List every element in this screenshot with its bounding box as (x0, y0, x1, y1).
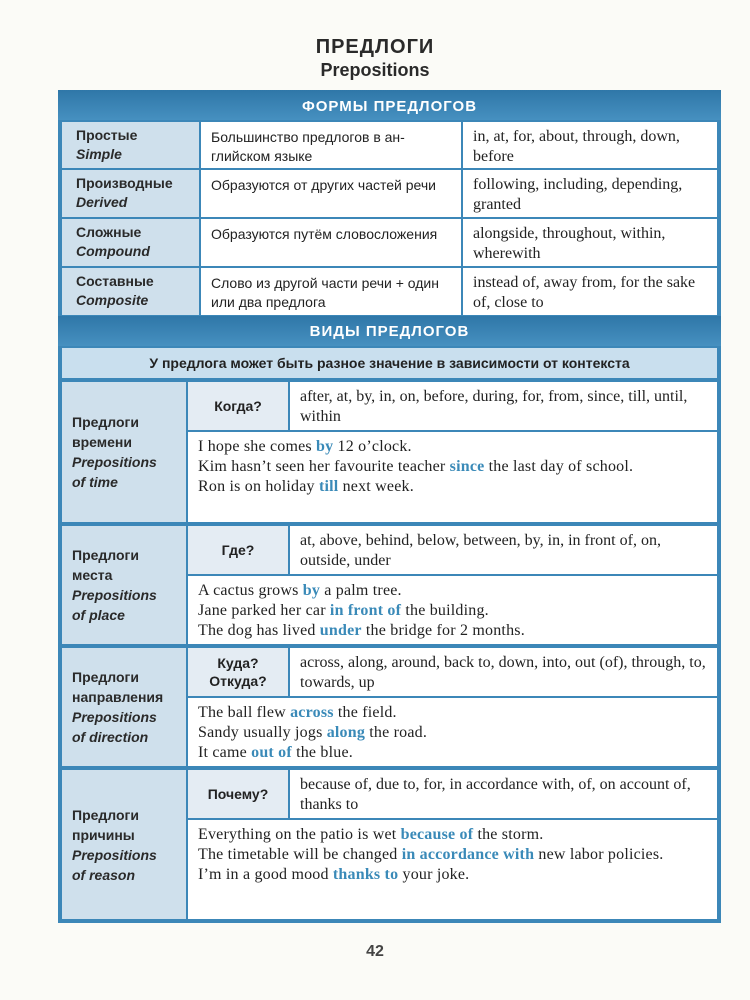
type-question: Куда? Откуда? (188, 648, 288, 696)
type-examples (188, 576, 717, 644)
example-line: Kim hasn’t seen her favourite teacher since the last day of school. (198, 458, 634, 475)
example-line: Sandy usually jogs along the road. (198, 724, 428, 741)
type-question: Где? (188, 526, 288, 574)
type-label: Предлоги причины Prepositions of reason (62, 770, 186, 919)
form-desc: Образуются от других частей речи (201, 170, 461, 217)
type-list: at, above, behind, below, between, by, in, in front of, on, outside, under (290, 526, 717, 574)
types-header: ВИДЫ ПРЕДЛОГОВ (58, 316, 721, 346)
page-number: 42 (366, 943, 384, 960)
prepositions-table (58, 90, 721, 923)
form-desc: Большинство предлогов в английском языке (201, 122, 461, 168)
type-question: Когда? (188, 382, 288, 430)
type-label: Предлоги места Prepositions of place (62, 526, 186, 644)
form-examples: in, at, for, about, through, down, before (463, 122, 717, 168)
example-line: Jane parked her car in front of the building. (198, 602, 489, 619)
type-label: Предлоги направления Prepositions of direction (62, 648, 186, 766)
page-subtitle: Prepositions (320, 60, 430, 80)
type-examples (188, 820, 717, 919)
example-line: It came out of the blue. (198, 744, 353, 761)
page-title: ПРЕДЛОГИ (315, 36, 435, 58)
types-note: У предлога может быть разное значение в зависимости от контекста (62, 348, 717, 378)
example-line: Everything on the patio is wet because of the storm. (198, 826, 544, 843)
example-line: I hope she comes by 12 o’clock. (198, 438, 412, 455)
form-examples: following, including, depending, granted (463, 170, 717, 217)
form-examples: alongside, throughout, within, wherewith (463, 219, 717, 266)
type-label: Предлоги времени Prepositions of time (62, 382, 186, 522)
example-line: A cactus grows by a palm tree. (198, 582, 402, 599)
form-desc: Слово из другой части речи + один или два предлога (201, 268, 461, 315)
example-line: The ball flew across the field. (198, 704, 397, 721)
form-label: Простые Simple (62, 122, 199, 168)
form-examples: instead of, away from, for the sake of, close to (463, 268, 717, 315)
type-list: after, at, by, in, on, before, during, for, from, since, till, until, within (290, 382, 717, 430)
form-label: Составные Composite (62, 268, 199, 315)
type-list: because of, due to, for, in accordance with, of, on account of, thanks to (290, 770, 717, 818)
example-line: I’m in a good mood thanks to your joke. (198, 866, 470, 883)
example-line: Ron is on holiday till next week. (198, 478, 414, 495)
example-line: The dog has lived under the bridge for 2 months. (198, 622, 525, 639)
type-examples (188, 698, 717, 766)
type-list: across, along, around, back to, down, into, out (of), through, to, towards, up (290, 648, 717, 696)
forms-header: ФОРМЫ ПРЕДЛОГОВ (58, 90, 721, 120)
type-question: Почему? (188, 770, 288, 818)
form-label: Производные Derived (62, 170, 199, 217)
type-examples (188, 432, 717, 522)
form-label: Сложные Compound (62, 219, 199, 266)
form-desc: Образуются путём словосложения (201, 219, 461, 266)
example-line: The timetable will be changed in accordance with new labor policies. (198, 846, 664, 863)
